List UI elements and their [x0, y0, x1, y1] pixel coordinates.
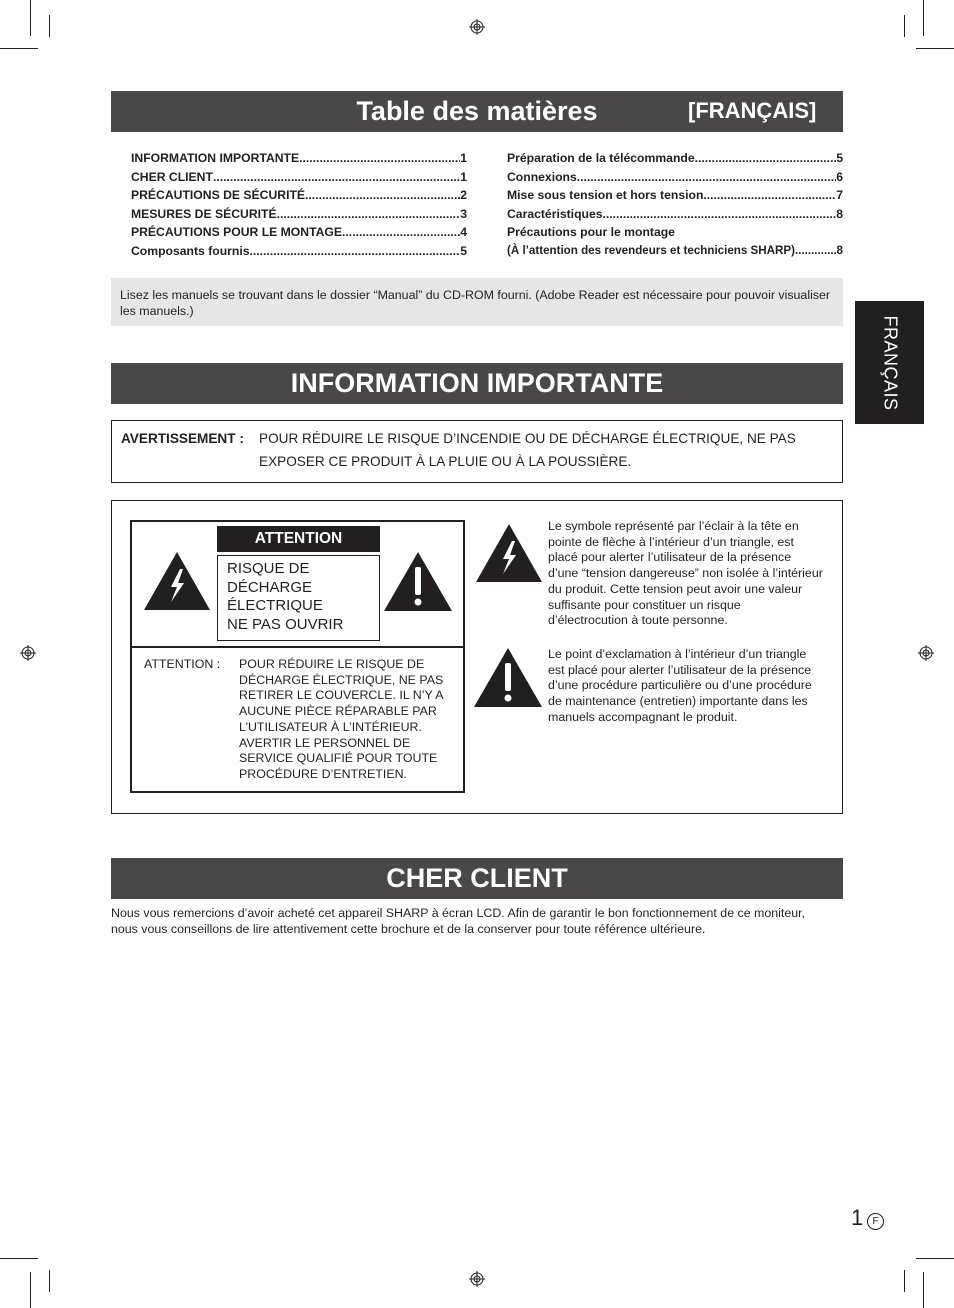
caution-label [130, 520, 465, 793]
toc-entry-page: 5 [836, 151, 843, 165]
explanation-line: d’une “tension dangereuse” non isolée à l’intérieur [548, 566, 823, 581]
caution-text-line: DÉCHARGE ÉLECTRIQUE, NE PAS [239, 672, 444, 687]
risk-text-line: DÉCHARGE [227, 578, 313, 596]
exclamation-symbol-icon [472, 646, 544, 709]
paragraph-line: nous vous conseillons de lire attentivement cette brochure et de la conserver pour toute référence ultérieure. [111, 922, 706, 936]
toc-entry-label: PRÉCAUTIONS DE SÉCURITÉ [131, 188, 306, 202]
toc-header-bar [111, 91, 843, 132]
registration-mark-icon [918, 645, 934, 661]
crop-mark [30, 0, 31, 36]
explanation-line: Le symbole représenté par l’éclair à la tête en [548, 519, 799, 533]
lightning-warning-icon [142, 550, 212, 612]
crop-mark [49, 1270, 50, 1292]
crop-mark [923, 0, 924, 36]
caution-text-line: AVERTIR LE PERSONNEL DE [239, 735, 411, 750]
exclamation-warning-icon [382, 550, 454, 613]
warning-box [111, 420, 843, 483]
crop-mark [49, 15, 50, 37]
toc-entry-label: INFORMATION IMPORTANTE [131, 151, 300, 165]
risk-text-box [217, 555, 380, 641]
toc-entry-page: 8 [836, 206, 843, 221]
toc-entry[interactable] [131, 186, 467, 205]
warning-text-line: EXPOSER CE PRODUIT À LA PLUIE OU À LA POUSSIÈRE. [259, 454, 632, 469]
paragraph-line: Nous vous remercions d’avoir acheté cet appareil SHARP à écran LCD. Afin de garantir le bon fonctionnement de ce moniteur, [111, 906, 806, 920]
language-code-text: F [872, 1216, 879, 1227]
language-tag: [FRANÇAIS] [688, 98, 817, 123]
manual-note: Lisez les manuels se trouvant dans le dossier “Manual” du CD-ROM fourni. (Adobe Reader est nécessaire pour pouvoir visualiser les manuels.) [111, 278, 843, 326]
toc-right-column [507, 149, 843, 260]
registration-mark-icon [20, 645, 36, 661]
toc-entry[interactable] [507, 149, 843, 168]
toc-entry[interactable] [507, 168, 843, 187]
toc-entry[interactable] [131, 205, 467, 224]
caution-label-prefix: ATTENTION : [144, 657, 221, 671]
toc-entry-page: 7 [836, 188, 843, 202]
toc-entry[interactable] [131, 149, 467, 168]
toc-entry-page: 1 [460, 151, 467, 165]
caution-text-line: POUR RÉDUIRE LE RISQUE DE [239, 657, 425, 671]
section-title: INFORMATION IMPORTANTE [290, 368, 664, 398]
caution-text [239, 657, 444, 783]
toc-entry-label: Composants fournis [131, 243, 250, 258]
toc-entry-page: 3 [460, 206, 467, 221]
attention-header-text: ATTENTION [254, 530, 343, 547]
toc-entry[interactable] [131, 223, 467, 242]
language-side-tab [855, 301, 924, 424]
toc-entry[interactable] [507, 205, 843, 224]
toc-entry-multiline[interactable] [507, 223, 843, 260]
toc-entry-label: Connexions [507, 169, 577, 184]
crop-mark [904, 15, 905, 37]
risk-text-line: NE PAS OUVRIR [227, 615, 344, 633]
caution-text-line: L’UTILISATEUR À L’INTÉRIEUR. [239, 719, 422, 734]
toc-entry-label: Mise sous tension et hors tension [507, 188, 704, 202]
explanation-line: de maintenance (entretien) importante dans les [548, 694, 808, 709]
language-side-tab-label: FRANÇAIS [880, 314, 900, 411]
explanation-line: d’électrocution à toute personne. [548, 613, 728, 628]
toc-title: Table des matières [356, 96, 598, 126]
registration-mark-icon [469, 19, 485, 35]
toc-entry-page: 5 [460, 243, 467, 258]
client-header-bar [111, 858, 843, 899]
toc-entry[interactable] [507, 186, 843, 205]
toc-entry-label-continued: (À l’attention des revendeurs et techniciens SHARP) [507, 243, 795, 257]
crop-mark [916, 1258, 954, 1259]
toc-entry-page: 2 [460, 188, 467, 202]
explanation-line: manuels accompagnant le produit. [548, 709, 738, 724]
important-header-bar [111, 363, 843, 404]
toc-entry-label: Précautions pour le montage [507, 225, 675, 239]
crop-mark [923, 1272, 924, 1308]
lightning-symbol-icon [474, 522, 544, 584]
label-divider [132, 646, 463, 648]
toc-entry-label: Caractéristiques [507, 206, 603, 221]
lightning-explanation [548, 519, 823, 629]
toc-entry-page: 4 [460, 225, 467, 239]
toc-entry[interactable] [131, 168, 467, 187]
toc-entry-page: 6 [836, 169, 843, 184]
page-number: 1 [851, 1205, 864, 1230]
toc-entry-label: CHER CLIENT [131, 169, 213, 184]
caution-text-line: AUCUNE PIÈCE RÉPARABLE PAR [239, 704, 437, 719]
crop-mark [904, 1270, 905, 1292]
risk-text-line: RISQUE DE [227, 560, 310, 577]
crop-mark [916, 48, 954, 49]
toc-entry[interactable] [131, 242, 467, 261]
caution-text-line: RETIRER LE COUVERCLE. IL N’Y A [239, 688, 444, 703]
toc-left-column [131, 149, 467, 260]
explanation-line: est placé pour alerter l’utilisateur de la présence [548, 662, 812, 677]
crop-mark [30, 1272, 31, 1308]
warning-label: AVERTISSEMENT : [121, 431, 244, 446]
explanation-line: d’une procédure particulière ou d’une procédure [548, 678, 812, 693]
attention-header [217, 526, 380, 552]
toc-entry-page: 1 [460, 169, 467, 184]
crop-mark [0, 1258, 38, 1259]
client-paragraph [111, 905, 805, 937]
explanation-line: suffisante pour constituer un risque [548, 597, 741, 612]
section-title: CHER CLIENT [386, 863, 568, 893]
registration-mark-icon [469, 1271, 485, 1287]
explanation-line: pointe de flèche à l’intérieur d’un triangle, est [548, 534, 794, 549]
toc-entry-label: MESURES DE SÉCURITÉ [131, 206, 277, 221]
toc-entry-page: 8 [836, 243, 843, 257]
warning-text-line: POUR RÉDUIRE LE RISQUE D’INCENDIE OU DE DÉCHARGE ÉLECTRIQUE, NE PAS [259, 431, 796, 446]
language-code-badge [867, 1213, 884, 1230]
toc-entry-label: Préparation de la télécommande [507, 151, 695, 165]
exclamation-explanation [548, 647, 812, 726]
caution-text-line: SERVICE QUALIFIÉ POUR TOUTE [239, 751, 438, 766]
caution-text-line: PROCÉDURE D’ENTRETIEN. [239, 766, 407, 781]
risk-text-line: ÉLECTRIQUE [227, 597, 323, 615]
toc-entry-label: PRÉCAUTIONS POUR LE MONTAGE [131, 225, 343, 239]
explanation-line: Le point d’exclamation à l’intérieur d’un triangle [548, 647, 807, 661]
explanation-line: du produit. Cette tension peut avoir une valeur [548, 581, 803, 596]
explanation-line: placé pour alerter l’utilisateur de la présence [548, 550, 792, 565]
crop-mark [0, 48, 38, 49]
